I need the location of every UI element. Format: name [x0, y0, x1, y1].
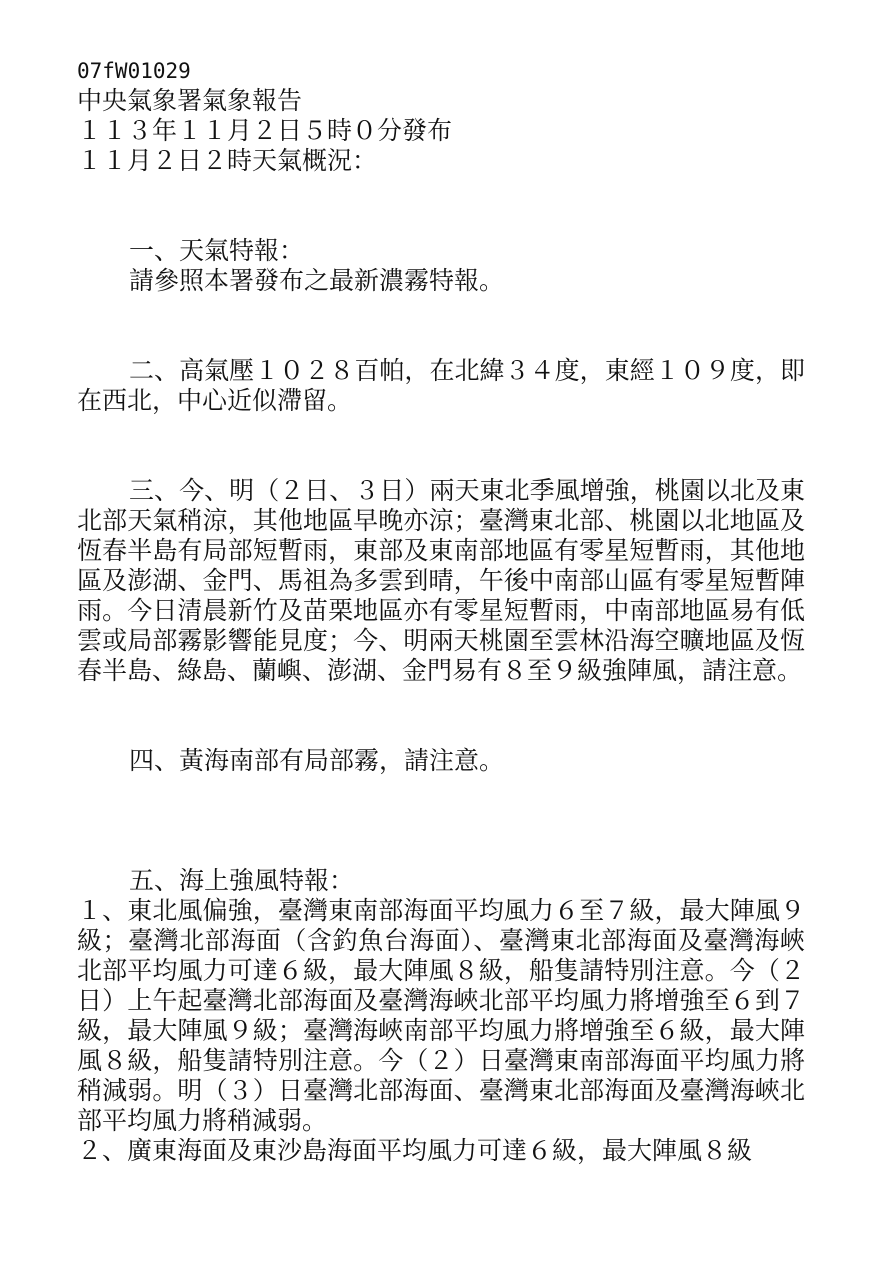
overview-heading: １１月２日２時天氣概況： — [77, 146, 378, 175]
section-5-title: 五、海上強風特報： — [129, 866, 355, 895]
section-2-body: 二、高氣壓１０２８百帕，在北緯３４度，東經１０９度，即在西北，中心近似滯留。 — [77, 356, 805, 415]
section-4-body: 四、黃海南部有局部霧，請注意。 — [129, 746, 505, 775]
section-3-body: 三、今、明（２日、３日）兩天東北季風增強，桃園以北及東北部天氣稍涼，其他地區早晚亦涼；臺灣東北部、桃園以北地區及恆春半島有局部短暫雨，東部及東南部地區有零星短暫雨，其他地區及澎湖、金門、馬祖為多雲到晴，午後中南部山區有零星短暫陣雨。今日清晨新竹及苗栗地區亦有零星短暫雨，中南部地區易有低雲或局部霧影響能見度；今、明兩天桃園至雲林沿海空曠地區及恆春半島、綠島、蘭嶼、澎湖、金門易有８至９級強陣風，請注意。 — [77, 476, 805, 685]
section-1-title: 一、天氣特報： — [129, 236, 305, 265]
issue-time: １１３年１１月２日５時０分發布 — [77, 116, 453, 145]
section-5-item-1: １、東北風偏強，臺灣東南部海面平均風力６至７級，最大陣風９級；臺灣北部海面（含釣魚台海面）、臺灣東北部海面及臺灣海峽北部平均風力可達６級，最大陣風８級，船隻請特別注意。今（２日）上午起臺灣北部海面及臺灣海峽北部平均風力將增強至６到７級，最大陣風９級；臺灣海峽南部平均風力將增強至６級，最大陣風８級，船隻請特別注意。今（２）日臺灣東南部海面平均風力將稍減弱。明（３）日臺灣北部海面、臺灣東北部海面及臺灣海峽北部平均風力將稍減弱。 — [77, 896, 805, 1135]
report-code: 07fW01029 — [77, 59, 191, 83]
section-1-body: 請參照本署發布之最新濃霧特報。 — [129, 266, 505, 295]
agency-title: 中央氣象署氣象報告 — [77, 86, 303, 115]
section-5-item-2: ２、廣東海面及東沙島海面平均風力可達６級，最大陣風８級 — [77, 1136, 753, 1165]
weather-report-document — [77, 56, 817, 1166]
